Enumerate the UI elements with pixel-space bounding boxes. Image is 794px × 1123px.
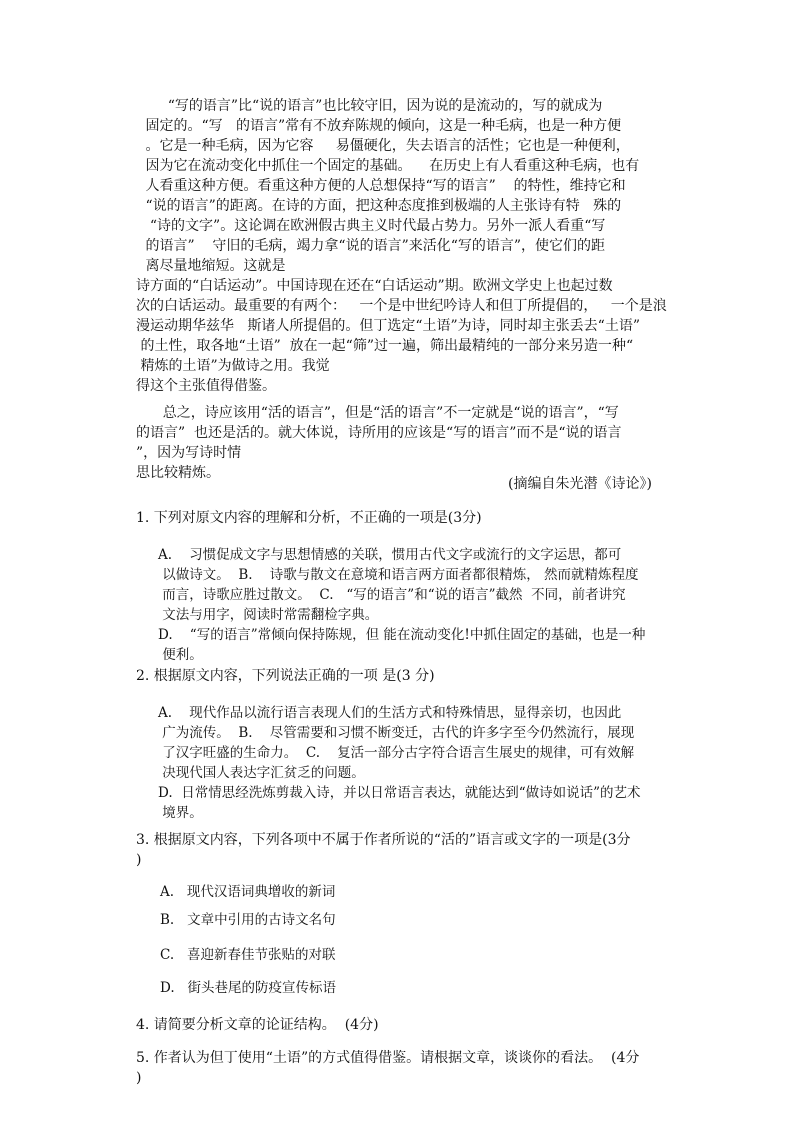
option-line: A. 习惯促成文字与思想情感的关联，惯用古代文字或流行的文字运思，都可 bbox=[158, 547, 622, 563]
question-stem: ) bbox=[136, 1070, 142, 1086]
option-line: 了汉字旺盛的生命力。 C. 复活一部分古字符合语言生展史的规律，可有效解 bbox=[158, 745, 635, 761]
passage-line: 的语言” 也还是活的。就大体说，诗所用的应该是“写的语言”而不是“说的语言 bbox=[136, 425, 622, 441]
option-line: 便利。 bbox=[158, 647, 203, 663]
option-line: 而言，诗歌应胜过散文。 C. “写的语言”和“说的语言”截然 不同，前者讲究 bbox=[158, 587, 626, 603]
passage-line: 思比较精炼。 bbox=[136, 465, 220, 481]
passage-line: 总之，诗应该用“活的语言”，但是“活的语言”不一定就是“说的语言”，“写 bbox=[136, 405, 619, 421]
option-line: 境界。 bbox=[158, 805, 203, 821]
question-stem: 3. 根据原文内容，下列各项中不属于作者所说的“活的”语言或文字的一项是(3分 bbox=[136, 832, 631, 848]
passage-line: “诗的文字”。这论调在欧洲假古典主义时代最占势力。另外一派人看重“写 bbox=[141, 218, 606, 234]
passage-line: 得这个主张值得借鉴。 bbox=[136, 378, 276, 394]
option-line: D. “写的语言”常倾向保持陈规，但 能在流动变化!中抓住固定的基础，也是一种 bbox=[158, 627, 646, 643]
question-stem: 1. 下列对原文内容的理解和分析，不正确的一项是(3分) bbox=[136, 510, 482, 526]
option-line: D. 街头巷尾的防疫宣传标语 bbox=[160, 980, 337, 996]
option-line: 文法与用字，阅读时常需翻检字典。 bbox=[158, 607, 379, 623]
option-line: 决现代国人表达字汇贫乏的问题。 bbox=[158, 765, 365, 781]
option-line: 广为流传。 B. 尽管需要和习惯不断变迁，古代的许多字至今仍然流行，展现 bbox=[158, 725, 635, 741]
question-stem: 2. 根据原文内容，下列说法正确的一项 是(3 分) bbox=[136, 668, 435, 684]
passage-line: 离尽量地缩短。这就是 bbox=[141, 258, 286, 274]
passage-line: 的语言” 守旧的毛病，竭力拿“说的语言”来活化“写的语言”，使它们的距 bbox=[141, 238, 606, 254]
passage-line: 人看重这种方便。看重这种方便的人总想保持“写的语言” 的特性，维持它和 bbox=[141, 178, 626, 194]
passage-line: 漫运动期华兹华 斯诸人所提倡的。但丁选定“土语”为诗，同时却主张丢去“土语” bbox=[136, 318, 640, 334]
passage-line: ”，因为写诗时情 bbox=[136, 445, 242, 461]
passage-line: 的土性，取各地“土语” 放在一起“筛”过一遍，筛出最精纯的一部分来另造一种“ bbox=[136, 338, 634, 354]
option-line: 以做诗文。 B. 诗歌与散文在意境和语言两方面者都很精炼， 然而就精炼程度 bbox=[158, 567, 639, 583]
passage-line: 固定的。“写 的语言”常有不放弃陈规的倾向，这是一种毛病，也是一种方便 bbox=[141, 118, 622, 134]
passage-line: “写的语言”比“说的语言”也比较守旧，因为说的是流动的，写的就成为 bbox=[141, 98, 603, 114]
passage-line: “说的语言”的距离。在诗的方面，把这种态度推到极端的人主张诗有特 殊的 bbox=[141, 198, 622, 214]
passage-line: 精炼的土语”为做诗之用。我觉 bbox=[136, 358, 330, 374]
passage-line: 诗方面的“白话运动”。中国诗现在还在“白话运动”期。欧洲文学史上也起过数 bbox=[136, 278, 613, 294]
passage-line: 因为它在流动变化中抓住一个固定的基础。 在历史上有人看重这种毛病，也有 bbox=[141, 158, 640, 174]
option-line: D. 日常情思经洗炼剪裁入诗，并以日常语言表达，就能达到“做诗如说话”的艺术 bbox=[158, 785, 641, 801]
option-line: A. 现代作品以流行语言表现人们的生活方式和特殊情思，显得亲切，也因此 bbox=[158, 705, 622, 721]
passage-line: 。它是一种毛病，因为它容 易僵硬化，失去语言的活性；它也是一种便利， bbox=[141, 138, 630, 154]
question-stem: 5. 作者认为但丁使用“土语”的方式值得借鉴。请根据文章，谈谈你的看法。 (4分 bbox=[136, 1050, 640, 1066]
question-stem: ) bbox=[136, 852, 142, 868]
passage-line: 次的白话运动。最重要的有两个： 一个是中世纪吟诗人和但丁所提倡的， 一个是浪 bbox=[136, 298, 667, 314]
option-line: B. 文章中引用的古诗文名句 bbox=[160, 912, 336, 928]
option-line: A. 现代汉语词典增收的新词 bbox=[160, 884, 336, 900]
passage-source: (摘编自朱光潜《诗论》) bbox=[508, 476, 652, 492]
option-line: C. 喜迎新春佳节张贴的对联 bbox=[160, 947, 336, 963]
question-stem: 4. 请简要分析文章的论证结构。 (4分) bbox=[136, 1017, 379, 1033]
